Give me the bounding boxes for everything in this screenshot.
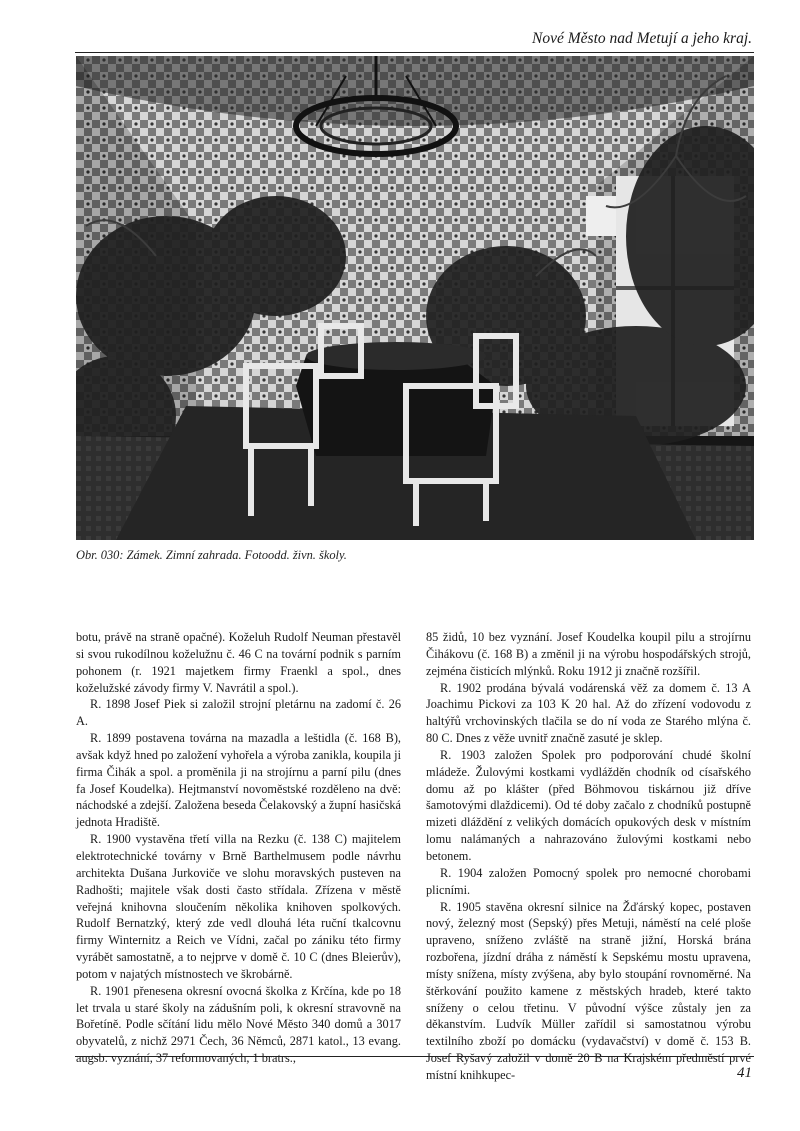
winter-garden-photo bbox=[76, 56, 754, 540]
paragraph: R. 1900 vystavěna třetí villa na Rezku (č. 138 C) majitelem elektrotechnické továrny v Brně Barthelmusem podle návrhu architekta Dušana Jurkoviče ve slohu moravských pusteven na Radhošti; majitele však dosti často střídala. Zřízena v městě veřejná knihovna sloučením několika knihoven spolkových. Rudolf Bernatzký, který zde vedl dlouhá léta ruční tkalcovnu firmy Winternitz a Reich ve Vídni, začal po zániku této firmy vyrábět samostatně, a to nejprve v domě č. 10 C (dnes Bleierův), potom v najatých místnostech ve škrobárně. bbox=[76, 832, 401, 981]
paragraph: 85 židů, 10 bez vyznání. Josef Koudelka koupil pilu a strojírnu Čihákovu (č. 168 B) a změnil ji na výrobu hospodářských strojů, zejména čisticích mlýnků. Roku 1912 ji značně rozšířil. bbox=[426, 630, 751, 678]
footer-rule bbox=[75, 1056, 754, 1057]
paragraph: R. 1899 postavena továrna na mazadla a leštidla (č. 168 B), avšak když hned po založení vyhořela a výroba zanikla, koupila ji firma Čihák a spol. a proměnila ji na strojírnu a parní pilu (dnes fa Josef Koudelka). Hejtmanství novoměstské rozděleno na dvě: náchodské a zdejší. Založena beseda Čelakovský a župní hasičská jednota Hradiště. bbox=[76, 731, 401, 830]
paragraph: R. 1904 založen Pomocný spolek pro nemocné chorobami plicními. bbox=[426, 865, 751, 897]
right-column bbox=[426, 629, 751, 1084]
paragraph: botu, právě na straně opačné). Koželuh Rudolf Neuman přestavěl si svou rukodílnou koželužnu č. 46 C na tovární podnik s parním pohonem (r. 1921 majetkem firmy Fraenkl a spol., dnes koželužské závody firmy V. Navrátil a spol.). bbox=[76, 630, 401, 695]
paragraph: R. 1905 stavěna okresní silnice na Žďárský kopec, postaven nový, železný most (Sepský) přes Metuji, náměstí na celé ploše upraveno, sníženo zvláště na straně jižní, Horská brána rozbořena, jízdní dráha z náměstí k Sepskému mostu upravena, místy snížena, místy zvýšena, aby bylo stoupání rovnoměrné. Na štěrkování použito kamene z městských hradeb, které takto sníženy o celou třetinu. V původní výšce zůstaly jen za děkanstvím. Ludvík Müller zařídil si samostatnou výrobu textilního zboží po domácku (vydavačství) v domě č. 153 B. Josef Ryšavý založil v domě 20 B na Krajském předměstí prvé místní knihkupec- bbox=[426, 899, 751, 1082]
page-number: 41 bbox=[737, 1065, 752, 1081]
paragraph: R. 1903 založen Spolek pro podporování chudé školní mládeže. Žulovými kostkami vydlážděn chodník od císařského domu až po klášter (před Böhmovou tiskárnou již dříve šamotovými dlaždicemi). Od té doby začalo z chodníků postupně mizeti dláždění z velikých domácích opukových desk v místním lomu nalámaných a nahrazováno žulovými kostkami nebo betonem. bbox=[426, 747, 751, 863]
paragraph: R. 1902 prodána bývalá vodárenská věž za domem č. 13 A Joachimu Pickovi za 103 K 20 hal. Až do zřízení vodovodu z haltýřů vrchovinských tlačila se do ní voda ze Starého mlýna č. 80 C. Dnes z věže uvnitř značně zasuté je sklep. bbox=[426, 680, 751, 746]
figure-caption: Obr. 030: Zámek. Zimní zahrada. Fotoodd. živn. školy. bbox=[76, 548, 347, 562]
paragraph: R. 1901 přenesena okresní ovocná školka z Krčína, kde po 18 let trvala u staré školy na zádušním poli, k okresní stravovně na Bořetíně. Podle sčítání lidu mělo Nové Město 340 domů a 3017 obyvatelů, z nichž 2971 Čech, 36 Němců, 2871 katol., 13 evang. augsb. vyznání, 37 reformovaných, 1 bratrs., bbox=[76, 983, 401, 1066]
header-rule bbox=[75, 52, 754, 53]
left-column bbox=[76, 629, 401, 1067]
paragraph: R. 1898 Josef Piek si založil strojní pletárnu na zadomí č. 26 A. bbox=[76, 697, 401, 729]
running-header: Nové Město nad Metují a jeho kraj. bbox=[532, 30, 752, 47]
